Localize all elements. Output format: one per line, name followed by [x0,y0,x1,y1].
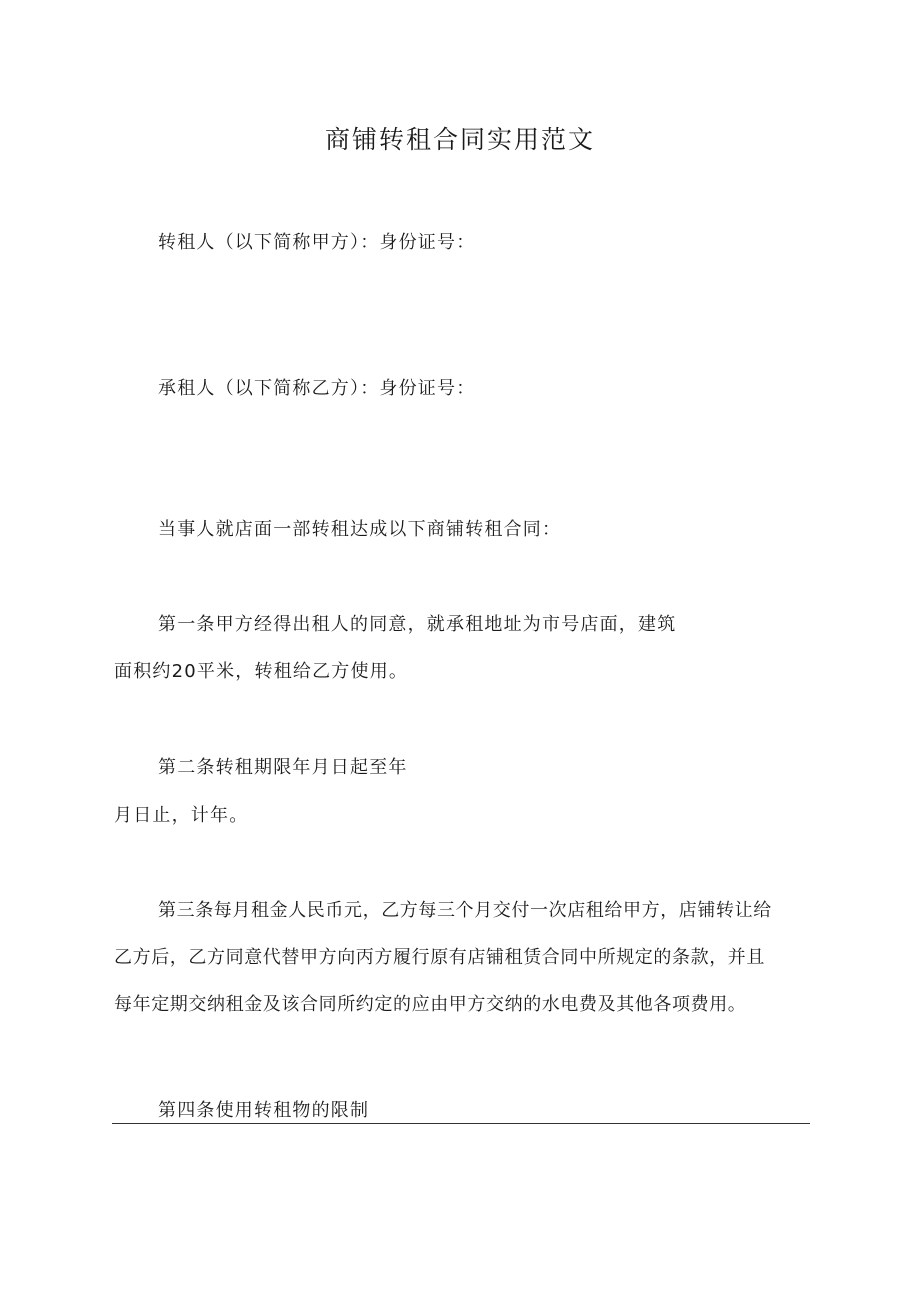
article-1-line-1: 第一条甲方经得出租人的同意，就承租地址为市号店面，建筑 [158,614,677,635]
party-b-line: 承租人（以下简称乙方）：身份证号： [158,378,476,399]
intro-line: 当事人就店面一部转租达成以下商铺转租合同： [158,519,562,540]
article-2-line-2: 月日止，计年。 [114,805,249,826]
article-1-line-2: 面积约20平米，转租给乙方使用。 [114,661,409,682]
article-3-line-1: 第三条每月租金人民币元，乙方每三个月交付一次店租给甲方，店铺转让给 [158,900,772,921]
article-4-line-1: 第四条使用转租物的限制 [158,1100,370,1121]
party-a-line: 转租人（以下简称甲方）：身份证号： [158,232,476,253]
article-2-line-1: 第二条转租期限年月日起至年 [158,757,408,778]
article-3-line-3: 每年定期交纳租金及该合同所约定的应由甲方交纳的水电费及其他各项费用。 [114,994,747,1015]
page-footer-rule [112,1123,810,1124]
article-3-line-2: 乙方后，乙方同意代替甲方向丙方履行原有店铺租赁合同中所规定的条款，并且 [114,947,765,968]
document-title: 商铺转租合同实用范文 [324,125,595,154]
